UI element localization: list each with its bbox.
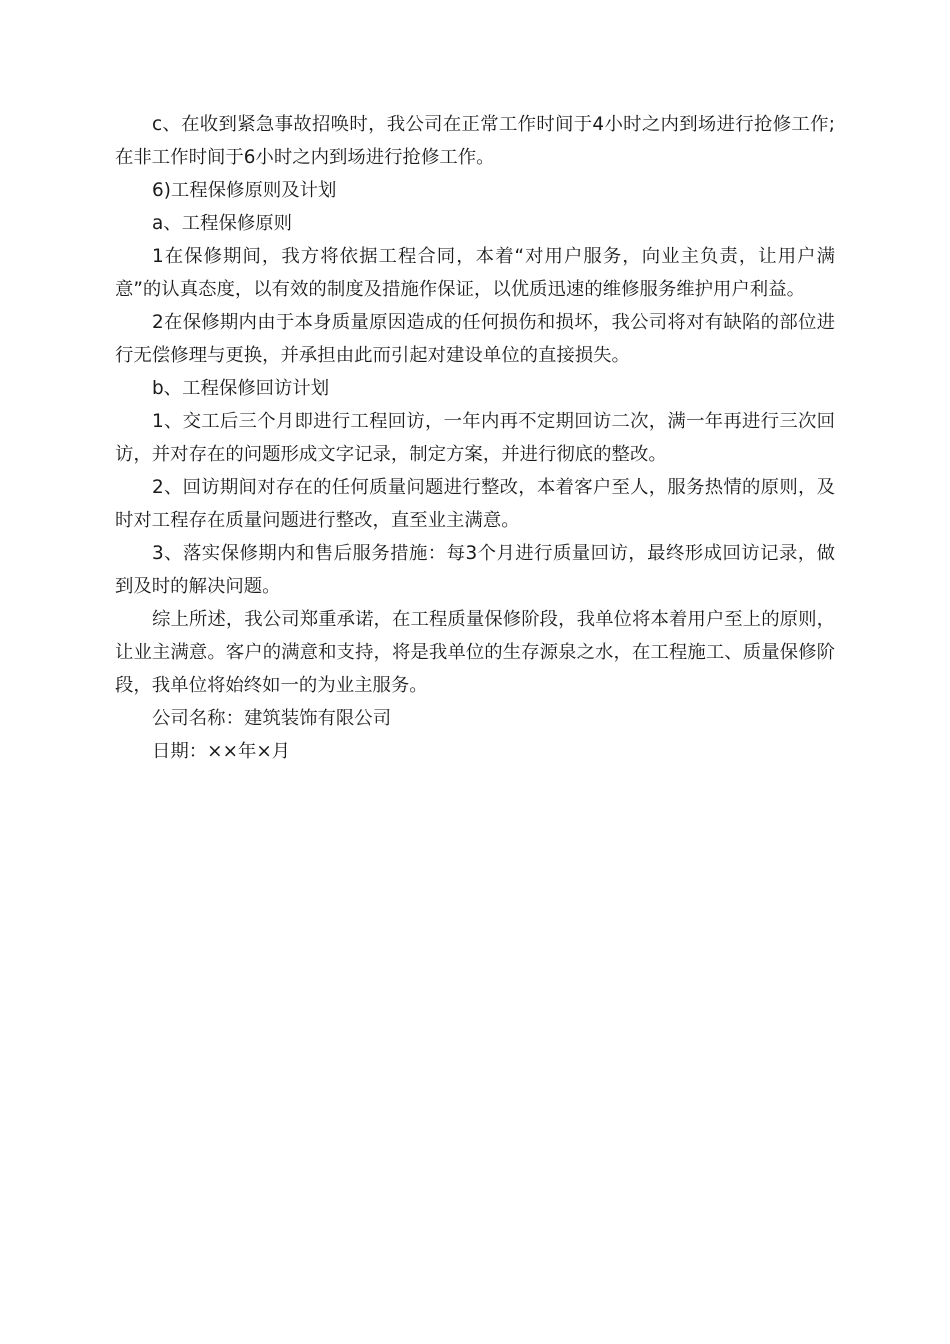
paragraph-principle-2: 2在保修期内由于本身质量原因造成的任何损伤和损坏，我公司将对有缺陷的部位进行无偿修理与更换，并承担由此而引起对建设单位的直接损失。 xyxy=(115,312,835,366)
subheading-revisit-plan: b、工程保修回访计划 xyxy=(152,378,330,399)
paragraph-revisit-1: 1、交工后三个月即进行工程回访，一年内再不定期回访二次，满一年再进行三次回访，并对存在的问题形成文字记录，制定方案，并进行彻底的整改。 xyxy=(115,411,835,465)
date-line: 日期：××年×月 xyxy=(152,741,291,762)
company-name-line: 公司名称：建筑装饰有限公司 xyxy=(152,708,392,729)
paragraph-emergency-response: c、在收到紧急事故招唤时，我公司在正常工作时间于4小时之内到场进行抢修工作;在非工作时间于6小时之内到场进行抢修工作。 xyxy=(115,114,835,168)
paragraph-summary: 综上所述，我公司郑重承诺，在工程质量保修阶段，我单位将本着用户至上的原则，让业主满意。客户的满意和支持，将是我单位的生存源泉之水，在工程施工、质量保修阶段，我单位将始终如一的为业主服务。 xyxy=(115,609,835,696)
subheading-warranty-principles: a、工程保修原则 xyxy=(152,213,293,234)
document-body xyxy=(115,108,835,768)
paragraph-principle-1: 1在保修期间，我方将依据工程合同，本着“对用户服务，向业主负责，让用户满意”的认真态度，以有效的制度及措施作保证，以优质迅速的维修服务维护用户利益。 xyxy=(115,246,835,300)
paragraph-revisit-2: 2、回访期间对存在的任何质量问题进行整改，本着客户至人，服务热情的原则，及时对工程存在质量问题进行整改，直至业主满意。 xyxy=(115,477,835,531)
section-heading-warranty-plan: 6)工程保修原则及计划 xyxy=(152,180,337,201)
paragraph-revisit-3: 3、落实保修期内和售后服务措施：每3个月进行质量回访，最终形成回访记录，做到及时的解决问题。 xyxy=(115,543,835,597)
